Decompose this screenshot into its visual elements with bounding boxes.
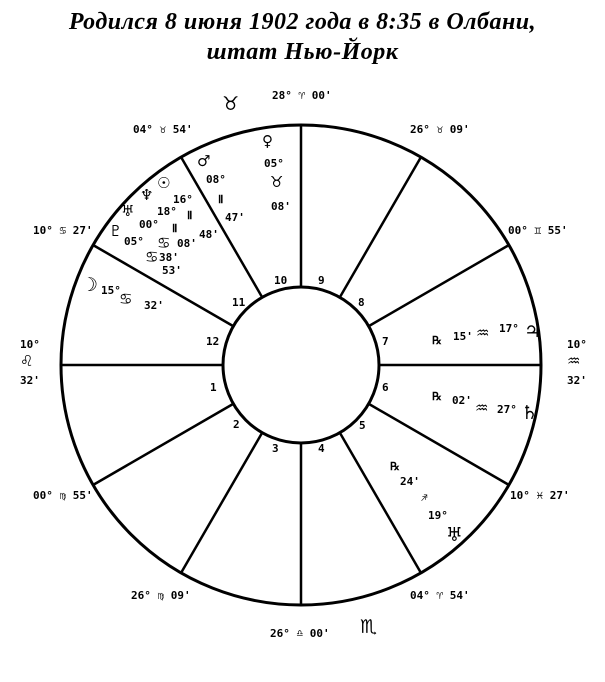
cancer-minute-3: 53' xyxy=(162,264,182,277)
jupiter-glyph: ♃ xyxy=(524,320,542,342)
cusp-label-4: 26° ♎ 00' xyxy=(270,627,330,640)
venus-degree: 05° xyxy=(264,157,284,170)
house-number-3: 3 xyxy=(272,442,279,455)
moon-glyph: ☽ xyxy=(81,274,99,296)
planet-positions xyxy=(81,132,541,546)
pluto-sign: ♋ xyxy=(157,234,171,252)
saturn-degree: 27° xyxy=(497,403,517,416)
sun-sign: Ⅱ xyxy=(187,209,193,222)
pluto-minute: 08' xyxy=(177,237,197,250)
uranus2-sign: ♐ xyxy=(421,491,428,504)
saturn-glyph: ♄ xyxy=(521,402,539,424)
house-number-7: 7 xyxy=(382,335,389,348)
cusp-label-6: 10° ♓ 27' xyxy=(510,489,570,502)
cusp-line-8 xyxy=(369,245,509,326)
house-numbers xyxy=(206,274,389,455)
house-number-5: 5 xyxy=(359,419,366,432)
cusp-label-7-min: 32' xyxy=(567,374,587,387)
cancer-glyph-2: ♋ xyxy=(145,248,159,266)
chart-title-line-2: штат Нью-Йорк xyxy=(206,39,399,65)
house-number-1: 1 xyxy=(210,381,217,394)
house-number-11: 11 xyxy=(232,296,246,309)
cusp-label-9: 26° ♉ 09' xyxy=(410,123,470,136)
cusp-label-8: 00° ♊ 55' xyxy=(508,224,568,237)
saturn-retro: ℞ xyxy=(432,390,442,403)
venus-glyph: ♀ xyxy=(262,132,273,150)
jupiter-sign: ♒ xyxy=(476,324,490,342)
pluto-glyph: ♇ xyxy=(109,222,123,240)
house-number-10: 10 xyxy=(274,274,288,287)
moon-minute: 32' xyxy=(144,299,164,312)
cusp-label-7-deg: 10° xyxy=(567,338,587,351)
chart-title-line-1: Родился 8 июня 1902 года в 8:35 в Олбани, xyxy=(68,9,537,35)
uranus2-retro: ℞ xyxy=(390,460,400,473)
cusp-label-12: 10° ♋ 27' xyxy=(33,224,93,237)
uranus2-glyph: ♅ xyxy=(446,524,464,546)
uranus-degree: 00° xyxy=(139,218,159,231)
cusp-label-1-deg: 10° xyxy=(20,338,40,351)
cancer-minute-2: 38' xyxy=(159,251,179,264)
cusp-label-3: 26° ♍ 09' xyxy=(131,589,191,602)
mars-minute: 47' xyxy=(225,211,245,224)
pluto-degree: 05° xyxy=(124,235,144,248)
cusp-label-5: 04° ♈ 54' xyxy=(410,589,470,602)
jupiter-retro: ℞ xyxy=(432,334,442,347)
mars-sign: Ⅱ xyxy=(218,193,224,206)
cusp-label-1-min: 32' xyxy=(20,374,40,387)
uranus-sign: Ⅱ xyxy=(172,222,178,235)
house-number-4: 4 xyxy=(318,442,325,455)
uranus2-minute: 24' xyxy=(400,475,420,488)
taurus-glyph: ♉ xyxy=(222,93,240,115)
uranus-glyph: ♅ xyxy=(121,202,135,220)
cusp-line-2 xyxy=(93,404,233,485)
house-number-12: 12 xyxy=(206,335,220,348)
neptune-degree: 16° xyxy=(173,193,193,206)
cusp-line-5 xyxy=(340,433,421,573)
mars-glyph: ♂ xyxy=(197,152,211,170)
moon-degree: 15° xyxy=(101,284,121,297)
sun-glyph: ☉ xyxy=(157,174,171,192)
inner-circle xyxy=(223,287,379,443)
cusp-line-3 xyxy=(181,433,262,573)
uranus-minute: 48' xyxy=(199,228,219,241)
cusp-label-11: 04° ♉ 54' xyxy=(133,123,193,136)
house-lines xyxy=(61,125,541,605)
mars-degree: 08° xyxy=(206,173,226,186)
saturn-minute: 02' xyxy=(452,394,472,407)
house-number-9: 9 xyxy=(318,274,325,287)
house-number-8: 8 xyxy=(358,296,365,309)
saturn-sign: ♒ xyxy=(475,399,489,417)
venus-sign: ♉ xyxy=(270,173,284,191)
venus-minute: 08' xyxy=(271,200,291,213)
scorpio-glyph: ♏ xyxy=(360,616,378,638)
sun-degree: 18° xyxy=(157,205,177,218)
cusp-label-2: 00° ♍ 55' xyxy=(33,489,93,502)
jupiter-degree: 17° xyxy=(499,322,519,335)
uranus2-degree: 19° xyxy=(428,509,448,522)
jupiter-minute: 15' xyxy=(453,330,473,343)
neptune-glyph: ♆ xyxy=(140,186,154,204)
house-number-2: 2 xyxy=(233,418,240,431)
cusp-label-7-sign: ♒ xyxy=(567,352,581,370)
moon-sign: ♋ xyxy=(119,290,133,308)
cusp-label-1-sign: ♌ xyxy=(20,352,34,370)
cusp-line-9 xyxy=(340,157,421,297)
cusp-label-10: 28° ♈ 00' xyxy=(272,89,332,102)
house-number-6: 6 xyxy=(382,381,389,394)
